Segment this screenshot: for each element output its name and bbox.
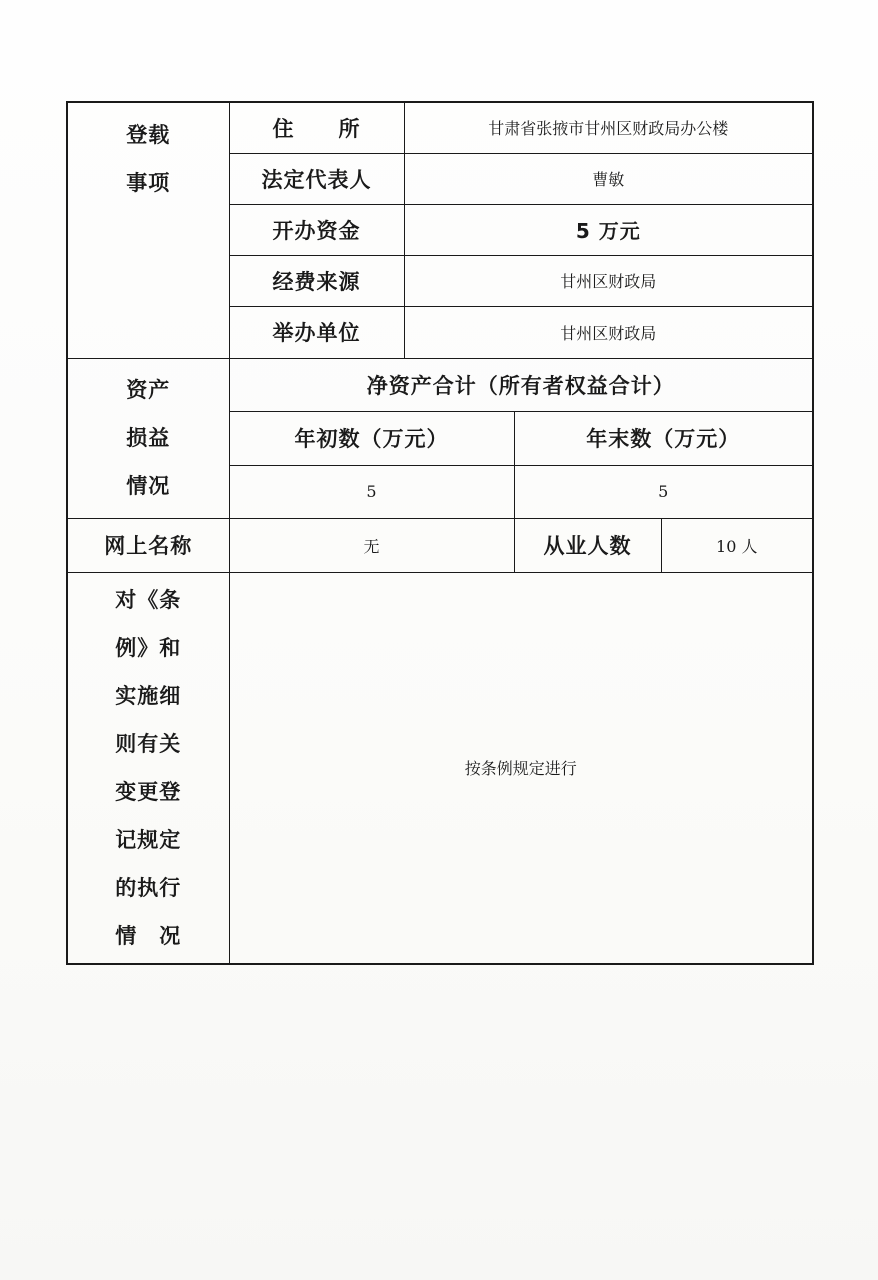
- year-begin-label: 年初数（万元）: [229, 411, 514, 465]
- compliance-label: [67, 572, 229, 964]
- staff-count-value: 10 人: [661, 518, 813, 572]
- compliance-label-line: 对《条: [115, 587, 182, 612]
- row-online-name: [67, 518, 813, 572]
- year-end-value: 5: [514, 465, 813, 518]
- staff-count-label: 从业人数: [514, 518, 661, 572]
- capital-value: 5 万元: [404, 204, 813, 255]
- compliance-label-line: 记规定: [115, 827, 182, 852]
- online-name-value: 无: [229, 518, 514, 572]
- year-begin-value: 5: [229, 465, 514, 518]
- capital-label: 开办资金: [229, 204, 404, 255]
- sponsor-label: 举办单位: [229, 306, 404, 358]
- compliance-label-line: 的执行: [115, 875, 182, 900]
- compliance-label-line: 情 况: [115, 923, 182, 948]
- row-compliance: [67, 572, 813, 964]
- sponsor-value: 甘州区财政局: [404, 306, 813, 358]
- legal-rep-value: 曹敏: [404, 153, 813, 204]
- net-assets-header: 净资产合计（所有者权益合计）: [229, 358, 813, 411]
- section-label-line: 事项: [126, 171, 171, 195]
- compliance-label-line: 实施细: [115, 683, 182, 708]
- year-end-label: 年末数（万元）: [514, 411, 813, 465]
- row-net-assets-header: [67, 358, 813, 411]
- funding-value: 甘州区财政局: [404, 255, 813, 306]
- section-label-line: 情况: [126, 474, 171, 498]
- online-name-label: 网上名称: [67, 518, 229, 572]
- compliance-label-line: 则有关: [115, 731, 182, 756]
- funding-label: 经费来源: [229, 255, 404, 306]
- section-label-line: 登载: [126, 123, 171, 147]
- section-label-line: 损益: [126, 426, 171, 450]
- assets-section-label: [67, 358, 229, 518]
- compliance-value: 按条例规定进行: [229, 572, 813, 964]
- row-address: [67, 102, 813, 153]
- legal-rep-label: 法定代表人: [229, 153, 404, 204]
- registration-section-label: [67, 102, 229, 358]
- compliance-label-line: 变更登: [115, 779, 182, 804]
- compliance-label-line: 例》和: [115, 635, 182, 660]
- address-label: 住 所: [229, 102, 404, 153]
- registration-form-table: [66, 101, 814, 965]
- section-label-line: 资产: [126, 378, 171, 402]
- address-value: 甘肃省张掖市甘州区财政局办公楼: [404, 102, 813, 153]
